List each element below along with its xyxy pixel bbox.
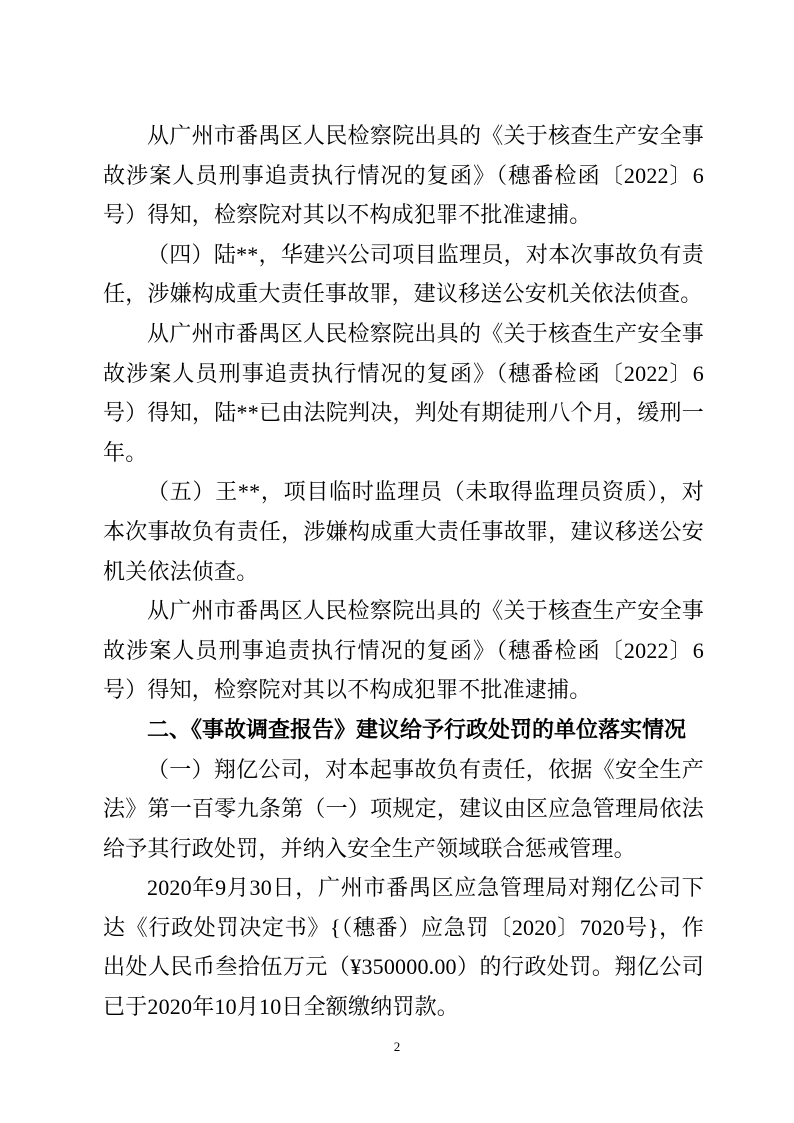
page-number: 2 bbox=[393, 1039, 401, 1054]
section-heading: 二、《事故调查报告》建议给予行政处罚的单位落实情况 bbox=[147, 716, 687, 742]
paragraph: 2020年9月30日，广州市番禺区应急管理局对翔亿公司下达《行政处罚决定书》{（穗番）应急罚〔2020〕7020号}，作出处人民币叁拾伍万元（¥350000.00）的行政处罚。翔亿公司已于2020年10月10日全额缴纳罚款。 bbox=[103, 875, 704, 1020]
paragraph: 从广州市番禺区人民检察院出具的《关于核查生产安全事故涉案人员刑事追责执行情况的复函》（穗番检函〔2022〕6号）得知，检察院对其以不构成犯罪不批准逮捕。 bbox=[103, 598, 704, 703]
paragraph: （一）翔亿公司，对本起事故负有责任，依据《安全生产法》第一百零九条第（一）项规定，建议由区应急管理局依法给予其行政处罚，并纳入安全生产领域联合惩戒管理。 bbox=[103, 756, 704, 861]
paragraph: （五）王**，项目临时监理员（未取得监理员资质），对本次事故负有责任，涉嫌构成重大责任事故罪，建议移送公安机关依法侦查。 bbox=[103, 479, 704, 584]
document-body bbox=[103, 116, 704, 1027]
paragraph: 从广州市番禺区人民检察院出具的《关于核查生产安全事故涉案人员刑事追责执行情况的复函》（穗番检函〔2022〕6号）得知，检察院对其以不构成犯罪不批准逮捕。 bbox=[103, 123, 704, 228]
paragraph: （四）陆**，华建兴公司项目监理员，对本次事故负有责任，涉嫌构成重大责任事故罪，建议移送公安机关依法侦查。 bbox=[103, 241, 704, 307]
paragraph: 从广州市番禺区人民检察院出具的《关于核查生产安全事故涉案人员刑事追责执行情况的复函》（穗番检函〔2022〕6号）得知，陆**已由法院判决，判处有期徒刑八个月，缓刑一年。 bbox=[103, 320, 704, 465]
